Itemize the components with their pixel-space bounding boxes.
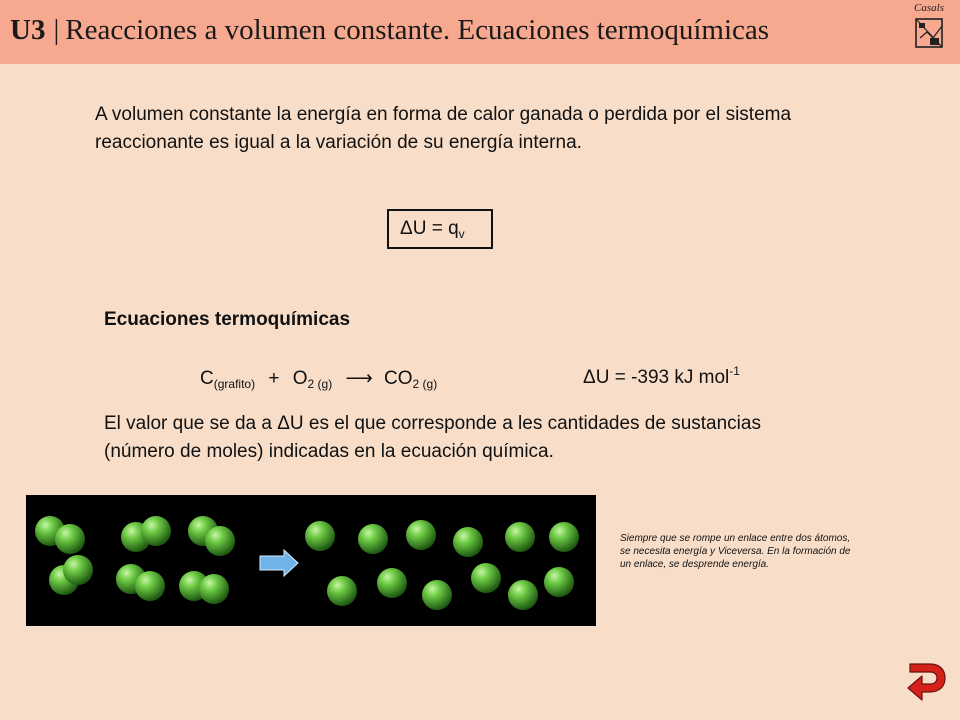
image-caption: Siempre que se rompe un enlace entre dos átomos, se necesita energía y Viceversa. En la formación de un enlace, se desprende energía.	[620, 533, 851, 570]
separated-atoms	[305, 520, 579, 610]
reaction-arrow-icon: ⟶	[345, 368, 373, 389]
title-separator: |	[53, 14, 60, 46]
return-button[interactable]	[904, 658, 948, 706]
plus-sign: +	[268, 368, 280, 389]
thermochemical-equation	[200, 367, 437, 390]
carbon-symbol: C	[200, 368, 214, 389]
diatomic-molecules	[35, 516, 235, 604]
internal-energy-formula	[387, 209, 493, 249]
co2-state: 2 (g)	[412, 377, 438, 391]
section-title: Ecuaciones termoquímicas	[104, 309, 351, 330]
oxygen-state: 2 (g)	[307, 377, 333, 391]
delta-u-exponent: -1	[729, 364, 740, 378]
molecule-dissociation-image	[26, 495, 596, 626]
return-arrow-icon	[904, 658, 948, 706]
right-arrow-icon	[260, 550, 298, 576]
delta-u-main: ΔU = -393 kJ mol	[583, 367, 730, 388]
header-bar	[0, 0, 960, 64]
formula-main: ΔU = q	[400, 218, 459, 239]
casals-logo-icon	[912, 2, 946, 52]
carbon-state: (grafito)	[213, 377, 256, 391]
formula-subscript: v	[458, 227, 465, 241]
logo-text: Casals	[914, 2, 944, 14]
intro-paragraph: A volumen constante la energía en forma de calor ganada o perdida por el sistema reaccionante es igual a la variación de su energía interna.	[95, 104, 792, 153]
oxygen-symbol: O	[292, 368, 308, 389]
unit-label: U3	[10, 14, 46, 46]
page-title	[10, 14, 769, 47]
explanation-paragraph: El valor que se da a ΔU es el que corresponde a les cantidades de sustancias (número de moles) indicadas en la ecuación química.	[104, 413, 761, 462]
title-text: Reacciones a volumen constante. Ecuaciones termoquímicas	[65, 14, 770, 46]
delta-u-value	[583, 364, 740, 389]
co2-symbol: CO	[384, 368, 413, 389]
